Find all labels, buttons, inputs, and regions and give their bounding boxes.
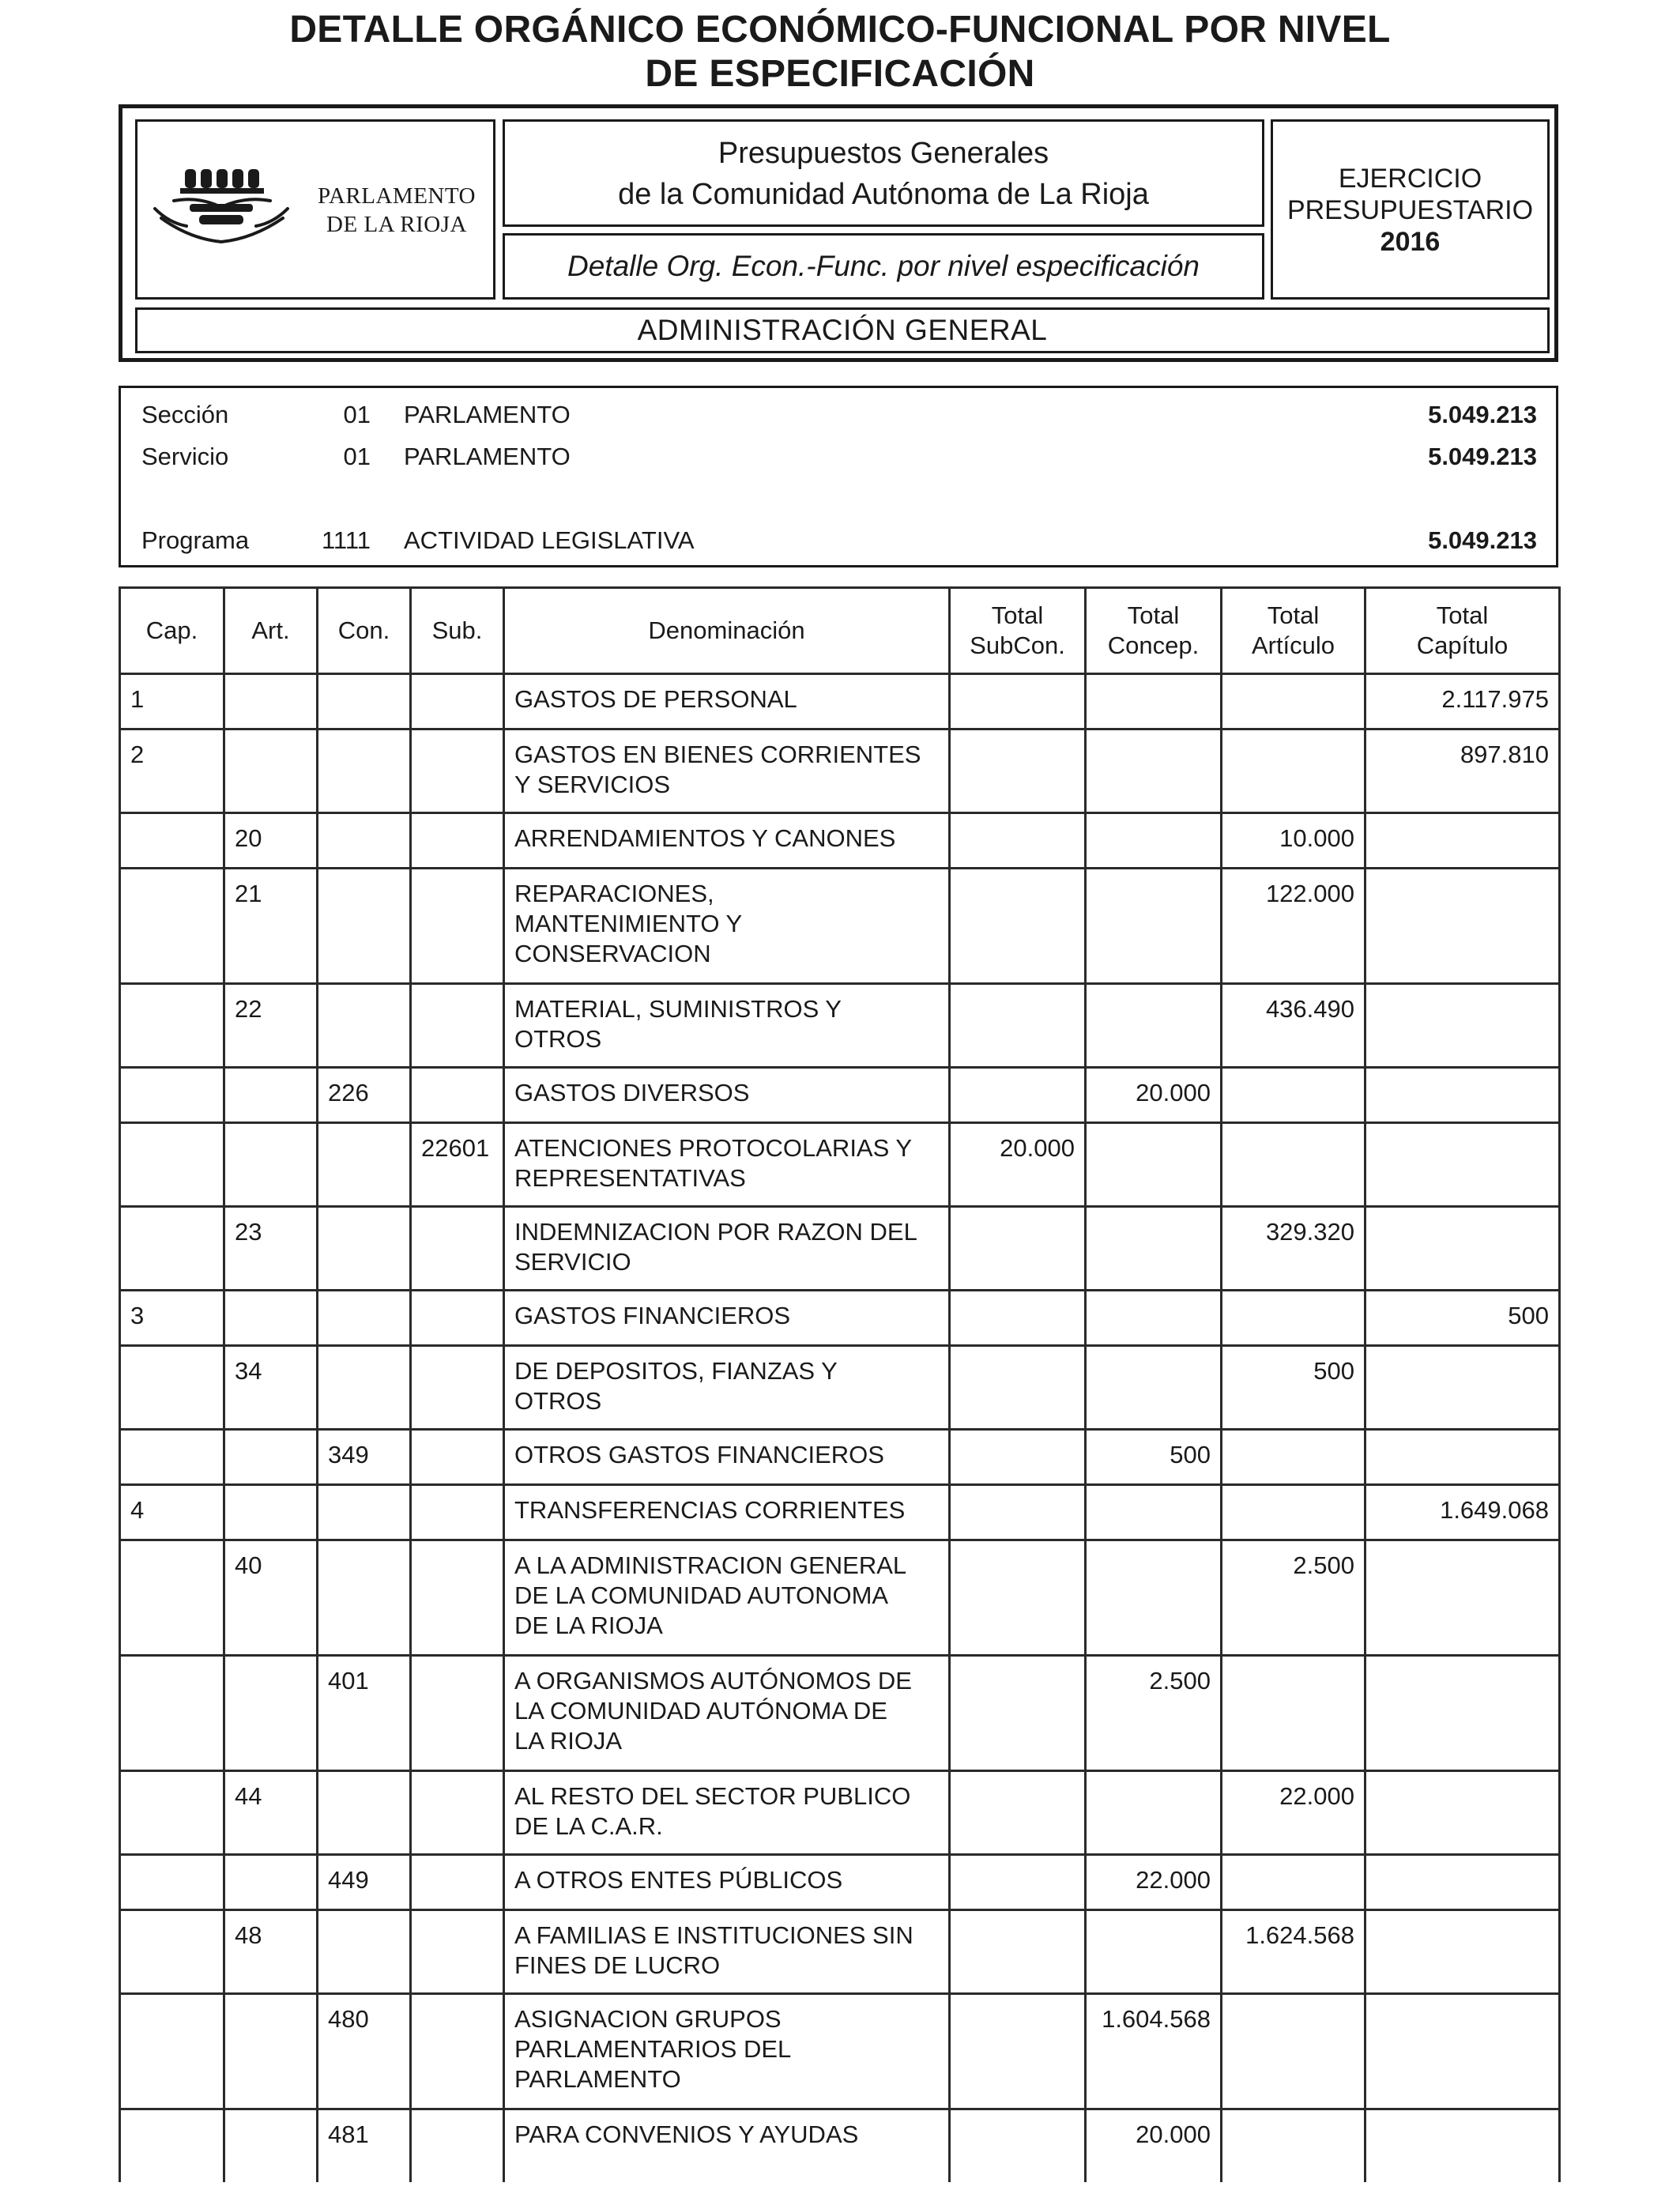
cell-cap: [120, 2109, 224, 2182]
service-name: PARLAMENTO: [404, 443, 571, 470]
cell-cap: [120, 1771, 224, 1855]
cell-total-concep: [1086, 1123, 1222, 1207]
report-subtitle: Detalle Org. Econ.-Func. por nivel especificación: [503, 233, 1264, 300]
cell-total-subcon: [950, 674, 1086, 729]
cell-total-articulo: 329.320: [1222, 1207, 1365, 1291]
cell-total-capitulo: 897.810: [1365, 729, 1560, 813]
table-row: [120, 813, 1560, 869]
cell-sub: [411, 1291, 504, 1346]
cell-total-capitulo: [1365, 1994, 1560, 2109]
cell-total-concep: 22.000: [1086, 1855, 1222, 1910]
cell-cap: [120, 984, 224, 1068]
cell-denominacion: [504, 1207, 950, 1291]
cell-sub: [411, 1771, 504, 1855]
table-row: [120, 2109, 1560, 2182]
cell-denominacion: [504, 984, 950, 1068]
cell-art: 22: [224, 984, 318, 1068]
cell-total-capitulo: [1365, 1656, 1560, 1771]
cell-total-capitulo: [1365, 869, 1560, 984]
cell-denominacion: ARRENDAMIENTOS Y CANONES: [504, 813, 950, 869]
cell-total-concep: 20.000: [1086, 1068, 1222, 1123]
section-summary: [119, 386, 1558, 567]
parliament-logo-box: [135, 119, 495, 300]
denominacion-line: FINES DE LUCRO: [514, 1951, 721, 1979]
budget-title-box: [503, 119, 1264, 227]
cell-total-capitulo: [1365, 1430, 1560, 1485]
table-row: [120, 1540, 1560, 1656]
cell-denominacion: [504, 1910, 950, 1994]
cell-cap: [120, 1855, 224, 1910]
cell-con: [318, 984, 411, 1068]
program-code: 1111: [321, 526, 371, 554]
cell-total-capitulo: [1365, 1207, 1560, 1291]
table-row: [120, 1291, 1560, 1346]
denominacion-line: AL RESTO DEL SECTOR PUBLICO: [514, 1782, 911, 1810]
denominacion-line: MATERIAL, SUMINISTROS Y: [514, 995, 842, 1023]
cell-denominacion: [504, 1346, 950, 1430]
header-text: SubCon.: [970, 631, 1065, 659]
cell-total-capitulo: [1365, 1346, 1560, 1430]
header-total-capitulo: [1365, 588, 1560, 674]
cell-art: [224, 674, 318, 729]
cell-cap: 2: [120, 729, 224, 813]
cell-art: [224, 729, 318, 813]
cell-sub: [411, 984, 504, 1068]
cell-total-articulo: [1222, 1291, 1365, 1346]
fiscal-year-line-1: EJERCICIO: [1338, 164, 1482, 194]
cell-total-subcon: [950, 1855, 1086, 1910]
cell-con: 349: [318, 1430, 411, 1485]
cell-total-subcon: [950, 1910, 1086, 1994]
cell-total-subcon: [950, 984, 1086, 1068]
header-text: Total: [1436, 601, 1489, 629]
table-row: [120, 729, 1560, 813]
cell-total-articulo: [1222, 1430, 1365, 1485]
cell-total-subcon: [950, 1485, 1086, 1540]
cell-total-subcon: [950, 1771, 1086, 1855]
header-total-concep: [1086, 588, 1222, 674]
header-text: Total: [1267, 601, 1320, 629]
cell-sub: [411, 1540, 504, 1656]
logo-line-2: DE LA RIOJA: [326, 212, 467, 237]
denominacion-line: ASIGNACION GRUPOS: [514, 2005, 782, 2033]
table-row: [120, 1430, 1560, 1485]
denominacion-line: OTROS: [514, 1387, 602, 1415]
table-row: [120, 1207, 1560, 1291]
cell-denominacion: GASTOS DE PERSONAL: [504, 674, 950, 729]
denominacion-line: REPRESENTATIVAS: [514, 1164, 746, 1192]
cell-art: [224, 1656, 318, 1771]
cell-total-concep: [1086, 1540, 1222, 1656]
cell-total-articulo: [1222, 1994, 1365, 2109]
cell-total-articulo: [1222, 1855, 1365, 1910]
cell-art: [224, 1994, 318, 2109]
cell-art: [224, 1485, 318, 1540]
cell-total-capitulo: [1365, 1910, 1560, 1994]
cell-con: 481: [318, 2109, 411, 2182]
cell-sub: [411, 674, 504, 729]
document-title: [0, 8, 1680, 96]
cell-cap: [120, 1346, 224, 1430]
header-art: Art.: [224, 588, 318, 674]
cell-total-capitulo: [1365, 2109, 1560, 2182]
cell-total-concep: 500: [1086, 1430, 1222, 1485]
cell-total-concep: 1.604.568: [1086, 1994, 1222, 2109]
title-line-2: DE ESPECIFICACIÓN: [645, 53, 1035, 95]
cell-cap: 3: [120, 1291, 224, 1346]
denominacion-line: A FAMILIAS E INSTITUCIONES SIN: [514, 1921, 913, 1949]
fiscal-year-line-2: PRESUPUESTARIO: [1286, 195, 1534, 225]
cell-cap: [120, 1656, 224, 1771]
cell-art: 21: [224, 869, 318, 984]
cell-denominacion: [504, 729, 950, 813]
cell-con: 449: [318, 1855, 411, 1910]
cell-total-subcon: [950, 1430, 1086, 1485]
budget-table: [119, 586, 1561, 2182]
table-row: [120, 1346, 1560, 1430]
cell-total-concep: [1086, 729, 1222, 813]
cell-total-articulo: [1222, 1485, 1365, 1540]
cell-denominacion: GASTOS DIVERSOS: [504, 1068, 950, 1123]
cell-sub: [411, 1910, 504, 1994]
cell-con: [318, 674, 411, 729]
header-sub: Sub.: [411, 588, 504, 674]
denominacion-line: REPARACIONES,: [514, 880, 714, 907]
cell-con: [318, 1540, 411, 1656]
cell-total-capitulo: [1365, 1068, 1560, 1123]
cell-total-concep: [1086, 674, 1222, 729]
service-code: 01: [343, 443, 371, 470]
cell-total-articulo: [1222, 1656, 1365, 1771]
header-con: Con.: [318, 588, 411, 674]
cell-sub: [411, 813, 504, 869]
denominacion-line: LA COMUNIDAD AUTÓNOMA DE: [514, 1697, 887, 1725]
cell-sub: [411, 1430, 504, 1485]
cell-total-articulo: 500: [1222, 1346, 1365, 1430]
cell-total-subcon: [950, 1656, 1086, 1771]
cell-denominacion: A OTROS ENTES PÚBLICOS: [504, 1855, 950, 1910]
cell-cap: [120, 1994, 224, 2109]
cell-total-capitulo: [1365, 1123, 1560, 1207]
cell-denominacion: [504, 1994, 950, 2109]
cell-cap: 1: [120, 674, 224, 729]
denominacion-line: INDEMNIZACION POR RAZON DEL: [514, 1218, 917, 1246]
cell-total-capitulo: [1365, 1771, 1560, 1855]
denominacion-line: A LA ADMINISTRACION GENERAL: [514, 1551, 907, 1579]
cell-sub: [411, 2109, 504, 2182]
cell-total-capitulo: [1365, 1855, 1560, 1910]
cell-con: 480: [318, 1994, 411, 2109]
cell-con: 226: [318, 1068, 411, 1123]
header-total-subcon: [950, 588, 1086, 674]
cell-total-articulo: 10.000: [1222, 813, 1365, 869]
cell-denominacion: GASTOS FINANCIEROS: [504, 1291, 950, 1346]
cell-denominacion: OTROS GASTOS FINANCIEROS: [504, 1430, 950, 1485]
cell-art: 44: [224, 1771, 318, 1855]
cell-denominacion: [504, 1123, 950, 1207]
cell-total-subcon: [950, 729, 1086, 813]
denominacion-line: SERVICIO: [514, 1248, 631, 1276]
cell-total-articulo: [1222, 729, 1365, 813]
cell-total-concep: [1086, 1346, 1222, 1430]
cell-total-subcon: [950, 869, 1086, 984]
cell-total-articulo: 2.500: [1222, 1540, 1365, 1656]
cell-total-capitulo: [1365, 984, 1560, 1068]
cell-sub: [411, 1485, 504, 1540]
header-cap: Cap.: [120, 588, 224, 674]
table-row: [120, 1994, 1560, 2109]
cell-cap: 4: [120, 1485, 224, 1540]
parliament-emblem-icon: [150, 163, 292, 250]
cell-total-concep: [1086, 813, 1222, 869]
cell-denominacion: [504, 1771, 950, 1855]
cell-total-capitulo: 500: [1365, 1291, 1560, 1346]
cell-art: [224, 1291, 318, 1346]
cell-total-subcon: [950, 1346, 1086, 1430]
denominacion-line: DE LA C.A.R.: [514, 1812, 663, 1840]
cell-total-capitulo: 2.117.975: [1365, 674, 1560, 729]
cell-denominacion: [504, 1656, 950, 1771]
cell-cap: [120, 1430, 224, 1485]
program-name: ACTIVIDAD LEGISLATIVA: [404, 526, 695, 554]
denominacion-line: GASTOS EN BIENES CORRIENTES: [514, 741, 921, 768]
cell-con: [318, 869, 411, 984]
cell-total-concep: [1086, 984, 1222, 1068]
program-row: [121, 525, 1556, 556]
cell-total-articulo: [1222, 1068, 1365, 1123]
cell-con: 401: [318, 1656, 411, 1771]
table-row: [120, 1485, 1560, 1540]
cell-total-subcon: [950, 2109, 1086, 2182]
fiscal-year-value: 2016: [1380, 227, 1441, 257]
cell-total-subcon: [950, 1207, 1086, 1291]
cell-total-concep: [1086, 1291, 1222, 1346]
cell-art: 23: [224, 1207, 318, 1291]
cell-denominacion: TRANSFERENCIAS CORRIENTES: [504, 1485, 950, 1540]
cell-cap: [120, 1068, 224, 1123]
table-row: [120, 984, 1560, 1068]
cell-total-articulo: [1222, 674, 1365, 729]
section-row: [121, 399, 1556, 431]
cell-total-articulo: [1222, 1123, 1365, 1207]
denominacion-line: CONSERVACION: [514, 940, 711, 967]
table-row: [120, 1068, 1560, 1123]
cell-con: [318, 1910, 411, 1994]
budget-title-line-1: Presupuestos Generales: [718, 137, 1049, 170]
header-text: Concep.: [1107, 631, 1200, 659]
header-text: Artículo: [1251, 631, 1335, 659]
cell-con: [318, 813, 411, 869]
cell-con: [318, 1346, 411, 1430]
cell-con: [318, 1123, 411, 1207]
cell-total-concep: [1086, 1771, 1222, 1855]
table-header-row: [120, 588, 1560, 674]
administration-label: ADMINISTRACIÓN GENERAL: [135, 307, 1550, 353]
cell-denominacion: [504, 869, 950, 984]
denominacion-line: A ORGANISMOS AUTÓNOMOS DE: [514, 1667, 912, 1695]
table-row: [120, 1656, 1560, 1771]
cell-total-articulo: 436.490: [1222, 984, 1365, 1068]
service-amount: 5.049.213: [1428, 443, 1537, 470]
cell-art: [224, 1068, 318, 1123]
table-row: [120, 1910, 1560, 1994]
cell-total-concep: [1086, 1207, 1222, 1291]
cell-sub: [411, 1855, 504, 1910]
table-row: [120, 674, 1560, 729]
header-denominacion: Denominación: [504, 588, 950, 674]
header-text: Total: [1127, 601, 1180, 629]
denominacion-line: DE DEPOSITOS, FIANZAS Y: [514, 1357, 838, 1385]
cell-cap: [120, 1910, 224, 1994]
cell-cap: [120, 869, 224, 984]
cell-sub: 22601: [411, 1123, 504, 1207]
cell-total-articulo: [1222, 2109, 1365, 2182]
cell-sub: [411, 1994, 504, 2109]
cell-total-concep: [1086, 869, 1222, 984]
denominacion-line: DE LA RIOJA: [514, 1612, 663, 1639]
section-amount: 5.049.213: [1428, 401, 1537, 428]
cell-total-concep: [1086, 1910, 1222, 1994]
cell-cap: [120, 1207, 224, 1291]
cell-con: [318, 729, 411, 813]
cell-cap: [120, 1123, 224, 1207]
cell-art: [224, 1855, 318, 1910]
header-box: [119, 104, 1558, 362]
parliament-name: [303, 182, 490, 239]
cell-art: [224, 2109, 318, 2182]
cell-sub: [411, 729, 504, 813]
table-row: [120, 1123, 1560, 1207]
cell-total-capitulo: 1.649.068: [1365, 1485, 1560, 1540]
cell-sub: [411, 1068, 504, 1123]
cell-denominacion: PARA CONVENIOS Y AYUDAS: [504, 2109, 950, 2182]
budget-title-line-2: de la Comunidad Autónoma de La Rioja: [618, 178, 1149, 211]
cell-art: 40: [224, 1540, 318, 1656]
cell-art: 48: [224, 1910, 318, 1994]
fiscal-year-box: [1271, 119, 1550, 300]
cell-con: [318, 1771, 411, 1855]
section-code: 01: [343, 401, 371, 428]
section-label: Sección: [141, 401, 229, 428]
logo-line-1: PARLAMENTO: [318, 183, 476, 209]
cell-sub: [411, 1207, 504, 1291]
cell-total-subcon: [950, 1291, 1086, 1346]
table-row: [120, 1771, 1560, 1855]
cell-art: 20: [224, 813, 318, 869]
cell-total-capitulo: [1365, 813, 1560, 869]
cell-art: [224, 1123, 318, 1207]
cell-total-concep: 2.500: [1086, 1656, 1222, 1771]
cell-sub: [411, 1346, 504, 1430]
cell-cap: [120, 1540, 224, 1656]
cell-art: 34: [224, 1346, 318, 1430]
denominacion-line: DE LA COMUNIDAD AUTONOMA: [514, 1581, 889, 1609]
cell-denominacion: [504, 1540, 950, 1656]
cell-total-articulo: 22.000: [1222, 1771, 1365, 1855]
program-label: Programa: [141, 526, 250, 554]
cell-total-subcon: 20.000: [950, 1123, 1086, 1207]
denominacion-line: LA RIOJA: [514, 1727, 623, 1755]
title-line-1: DETALLE ORGÁNICO ECONÓMICO-FUNCIONAL POR NIVEL: [289, 9, 1391, 51]
header-total-articulo: [1222, 588, 1365, 674]
cell-con: [318, 1291, 411, 1346]
cell-cap: [120, 813, 224, 869]
table-row: [120, 1855, 1560, 1910]
cell-total-subcon: [950, 1540, 1086, 1656]
service-row: [121, 441, 1556, 473]
cell-sub: [411, 1656, 504, 1771]
denominacion-line: MANTENIMIENTO Y: [514, 910, 743, 937]
denominacion-line: OTROS: [514, 1025, 602, 1053]
cell-total-concep: [1086, 1485, 1222, 1540]
cell-con: [318, 1207, 411, 1291]
cell-sub: [411, 869, 504, 984]
header-text: Total: [991, 601, 1044, 629]
cell-total-articulo: 122.000: [1222, 869, 1365, 984]
denominacion-line: Y SERVICIOS: [514, 771, 670, 798]
header-text: Capítulo: [1416, 631, 1509, 659]
cell-total-subcon: [950, 813, 1086, 869]
cell-total-articulo: 1.624.568: [1222, 1910, 1365, 1994]
denominacion-line: PARLAMENTARIOS DEL: [514, 2035, 792, 2063]
denominacion-line: ATENCIONES PROTOCOLARIAS Y: [514, 1134, 913, 1162]
table-row: [120, 869, 1560, 984]
program-amount: 5.049.213: [1428, 526, 1537, 554]
cell-total-subcon: [950, 1994, 1086, 2109]
cell-con: [318, 1485, 411, 1540]
cell-art: [224, 1430, 318, 1485]
cell-total-capitulo: [1365, 1540, 1560, 1656]
denominacion-line: PARLAMENTO: [514, 2065, 681, 2093]
section-name: PARLAMENTO: [404, 401, 571, 428]
cell-total-subcon: [950, 1068, 1086, 1123]
service-label: Servicio: [141, 443, 229, 470]
cell-total-concep: 20.000: [1086, 2109, 1222, 2182]
